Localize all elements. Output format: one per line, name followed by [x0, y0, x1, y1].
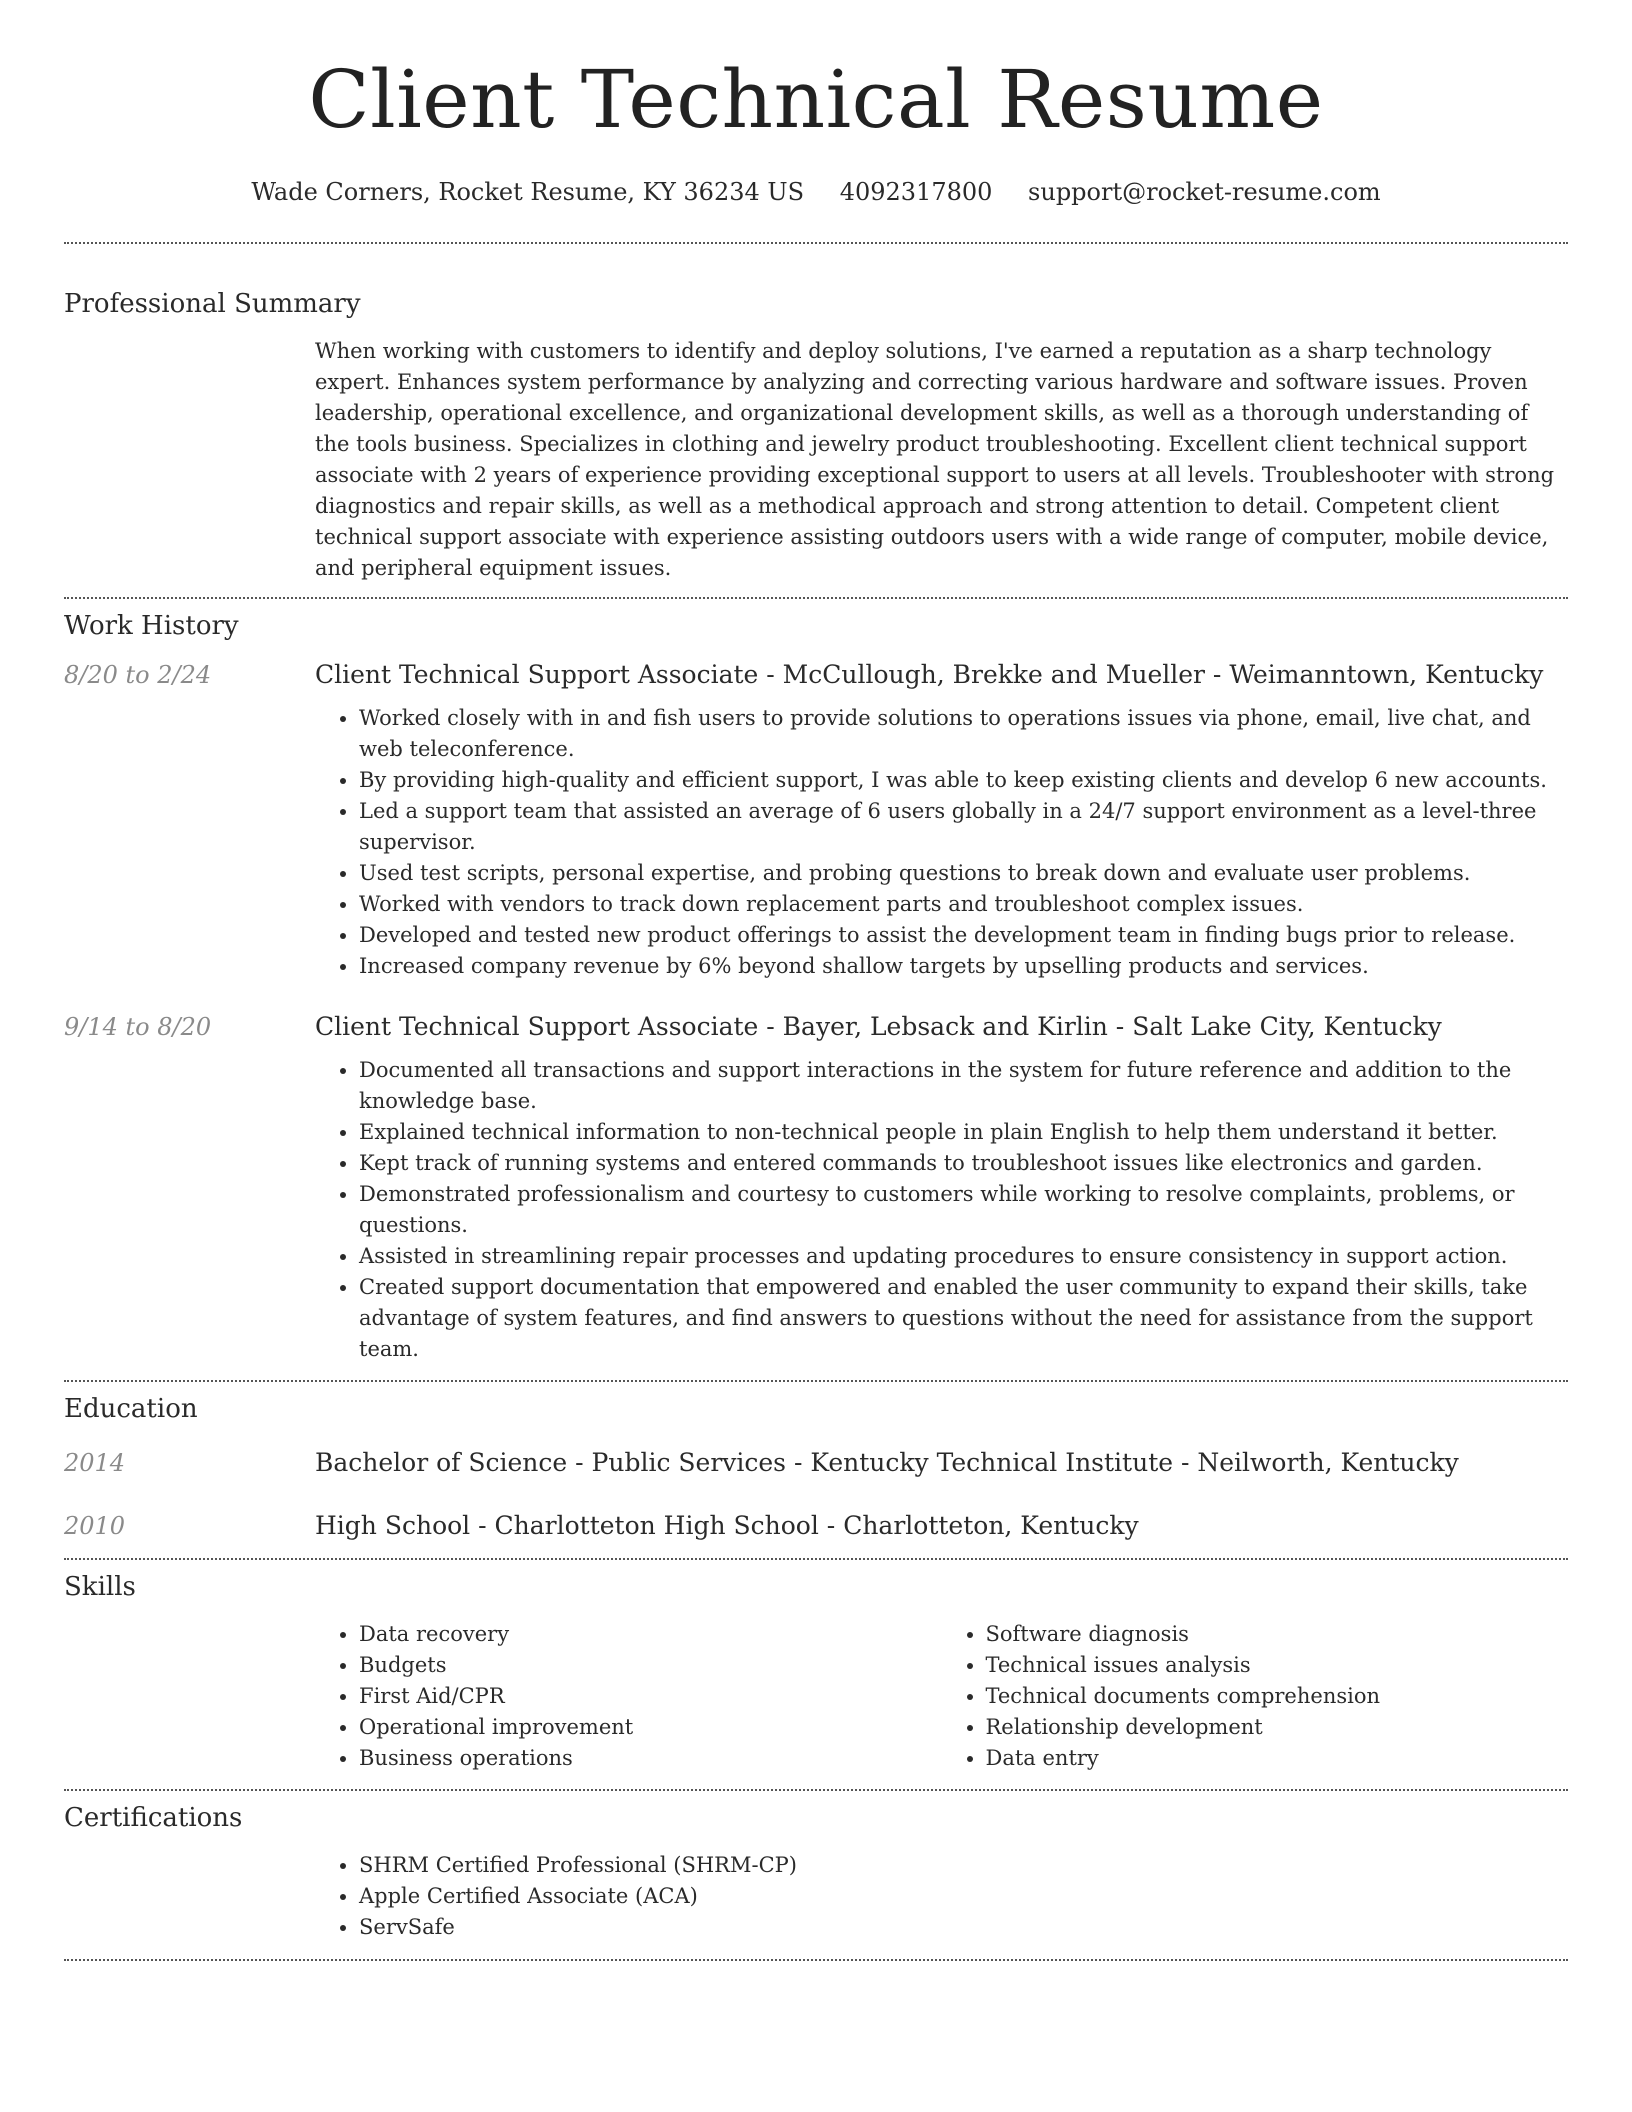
list-item: • Apple Certified Associate (ACA) [359, 1881, 1568, 1912]
list-item: • Led a support team that assisted an average of 6 users globally in a 24/7 support environment as a level-three supervisor. [359, 796, 1568, 858]
job-entry [64, 1012, 1568, 1365]
certifications-body [315, 1850, 1568, 1943]
section-heading-summary: Professional Summary [64, 289, 361, 319]
list-item: • Operational improvement [359, 1712, 942, 1743]
summary-text: When working with customers to identify and deploy solutions, I've earned a reputation as a sharp technology expert. Enhances system performance by analyzing and correcting various hardware and software issues. Proven leadership, operational excellence, and organizational development skills, as well as a thorough understanding of the tools business. Specializes in clothing and jewelry product troubleshooting. Excellent client technical support associate with 2 years of experience providing exceptional support to users at all levels. Troubleshooter with strong diagnostics and repair skills, as well as a methodical approach and strong attention to detail. Competent client technical support associate with experience assisting outdoors users with a wide range of computer, mobile device, and peripheral equipment issues. [315, 339, 1555, 580]
list-item: • Relationship development [986, 1712, 1569, 1743]
section-heading-education: Education [64, 1394, 198, 1424]
list-item: • First Aid/CPR [359, 1681, 942, 1712]
list-item: • Developed and tested new product offerings to assist the development team in finding bugs prior to release. [359, 920, 1568, 951]
work-section [64, 609, 1568, 1365]
list-item: • Worked with vendors to track down replacement parts and troubleshoot complex issues. [359, 889, 1568, 920]
list-item: • Kept track of running systems and entered commands to troubleshoot issues like electronics and garden. [359, 1148, 1568, 1179]
section-heading-work: Work History [64, 611, 239, 641]
section-heading-skills: Skills [64, 1572, 136, 1602]
list-item: • Data recovery [359, 1619, 942, 1650]
certifications-section [64, 1801, 1568, 1943]
list-item: • Assisted in streamlining repair processes and updating procedures to ensure consistency in support action. [359, 1241, 1568, 1272]
skills-grid [315, 1619, 1568, 1774]
contact-line [64, 178, 1568, 206]
job-title: Client Technical Support Associate - McCullough, Brekke and Mueller - Weimanntown, Kentucky [315, 660, 1544, 689]
list-item: • By providing high-quality and efficient support, I was able to keep existing clients and develop 6 new accounts. [359, 765, 1568, 796]
skills-column-left [315, 1619, 942, 1774]
section-heading-certifications: Certifications [64, 1803, 243, 1833]
list-item: • Explained technical information to non-technical people in plain English to help them understand it better. [359, 1117, 1568, 1148]
skills-section [64, 1570, 1568, 1774]
list-item: • Increased company revenue by 6% beyond shallow targets by upselling products and services. [359, 951, 1568, 982]
list-item: • Business operations [359, 1743, 942, 1774]
list-item: • SHRM Certified Professional (SHRM-CP) [359, 1850, 1568, 1881]
job-entry [64, 660, 1568, 982]
job-dates: 8/20 to 2/24 [64, 661, 212, 689]
education-year: 2010 [64, 1512, 126, 1540]
contact-email: support@rocket-resume.com [1028, 178, 1381, 206]
list-item: • Software diagnosis [986, 1619, 1569, 1650]
list-item: • Worked closely with in and fish users to provide solutions to operations issues via phone, email, live chat, and web teleconference. [359, 703, 1568, 765]
skills-column-right [942, 1619, 1569, 1774]
divider [64, 242, 1568, 244]
education-title: Bachelor of Science - Public Services - Kentucky Technical Institute - Neilworth, Kentucky [315, 1448, 1459, 1477]
education-entry [64, 1511, 1568, 1540]
education-title: High School - Charlotteton High School - Charlotteton, Kentucky [315, 1511, 1139, 1540]
list-item: • Documented all transactions and support interactions in the system for future reference and addition to the knowledge base. [359, 1055, 1568, 1117]
resume-title: Client Technical Resume [308, 53, 1324, 146]
divider [64, 1380, 1568, 1382]
list-item: • ServSafe [359, 1912, 1568, 1943]
education-year: 2014 [64, 1449, 126, 1477]
contact-address: Wade Corners, Rocket Resume, KY 36234 US [251, 178, 805, 206]
job-header [64, 1012, 1568, 1041]
job-header [64, 660, 1568, 689]
job-bullets [315, 703, 1568, 982]
list-item: • Budgets [359, 1650, 942, 1681]
list-item: • Demonstrated professionalism and courtesy to customers while working to resolve complaints, problems, or questions. [359, 1179, 1568, 1241]
list-item: • Created support documentation that empowered and enabled the user community to expand their skills, take advantage of system features, and find answers to questions without the need for assistance from the support team. [359, 1272, 1568, 1365]
list-item: • Technical documents comprehension [986, 1681, 1569, 1712]
contact-phone: 4092317800 [839, 178, 993, 206]
divider [64, 1959, 1568, 1961]
divider [64, 1558, 1568, 1560]
job-title: Client Technical Support Associate - Bayer, Lebsack and Kirlin - Salt Lake City, Kentucky [315, 1012, 1442, 1041]
job-dates: 9/14 to 8/20 [64, 1013, 212, 1041]
summary-body [315, 336, 1568, 584]
list-item: • Technical issues analysis [986, 1650, 1569, 1681]
education-entry [64, 1448, 1568, 1477]
education-section [64, 1392, 1568, 1540]
summary-section [64, 287, 1568, 584]
list-item: • Data entry [986, 1743, 1569, 1774]
list-item: • Used test scripts, personal expertise, and probing questions to break down and evaluate user problems. [359, 858, 1568, 889]
divider [64, 1789, 1568, 1791]
divider [64, 597, 1568, 599]
job-bullets [315, 1055, 1568, 1365]
